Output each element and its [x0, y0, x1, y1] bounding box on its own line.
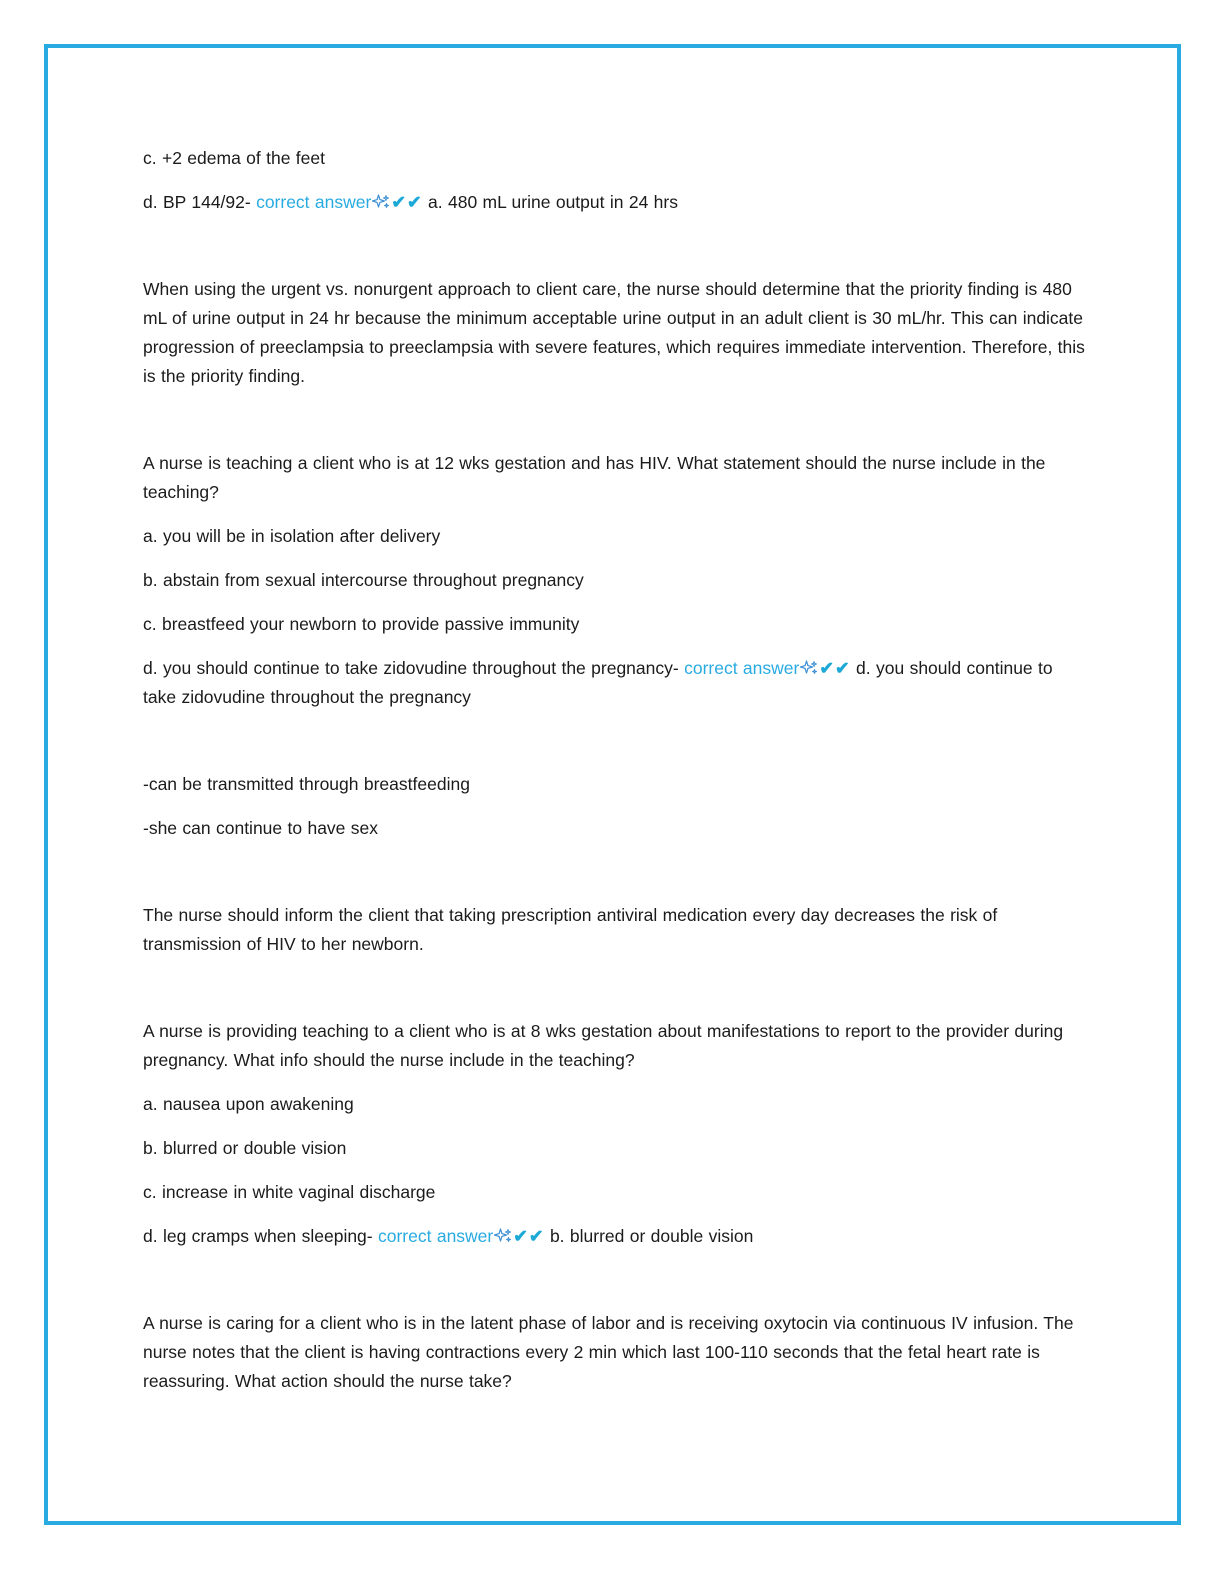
sparkle-icon — [494, 1228, 512, 1244]
text-segment: a. nausea upon awakening — [143, 1094, 354, 1114]
text-segment: b. abstain from sexual intercourse throughout pregnancy — [143, 570, 584, 590]
document-content — [48, 48, 1177, 1451]
note-line — [143, 770, 1085, 799]
answer-line — [143, 188, 1085, 217]
option-line — [143, 1090, 1085, 1119]
option-line — [143, 566, 1085, 595]
option-line — [143, 522, 1085, 551]
option-line — [143, 144, 1085, 173]
checkmarks-icon: ✔✔ — [513, 1226, 545, 1246]
question-paragraph — [143, 1309, 1085, 1396]
answer-line — [143, 654, 1085, 712]
text-segment: a. 480 mL urine output in 24 hrs — [422, 192, 678, 212]
text-segment: A nurse is teaching a client who is at 12 wks gestation and has HIV. What statement should the nurse include in the teaching? — [143, 453, 1046, 502]
text-segment: When using the urgent vs. nonurgent approach to client care, the nurse should determine that the priority finding is 480 mL of urine output in 24 hr because the minimum acceptable urine output in an adult client is 30 mL/hr. This can indicate progression of preeclampsia to preeclampsia with severe features, which requires immediate intervention. Therefore, this is the priority finding. — [143, 279, 1085, 386]
text-segment: c. increase in white vaginal discharge — [143, 1182, 436, 1202]
correct-answer-label: correct answer — [678, 658, 800, 678]
rationale-paragraph — [143, 901, 1085, 959]
text-segment: d. you should continue to take zidovudine throughout the pregnancy- — [143, 658, 679, 678]
text-segment: A nurse is providing teaching to a client who is at 8 wks gestation about manifestations to report to the provider during pregnancy. What info should the nurse include in the teaching? — [143, 1021, 1064, 1070]
rationale-paragraph — [143, 275, 1085, 391]
question-paragraph — [143, 1017, 1085, 1075]
checkmarks-icon: ✔✔ — [819, 658, 851, 678]
text-segment: d. you should continue to take zidovudine throughout the pregnancy — [143, 658, 1053, 707]
text-segment: -she can continue to have sex — [143, 818, 379, 838]
text-segment: A nurse is caring for a client who is in the latent phase of labor and is receiving oxytocin via continuous IV infusion. The nurse notes that the client is having contractions every 2 min which last 100-110 seconds that the fetal heart rate is reassuring. What action should the nurse take? — [143, 1313, 1074, 1391]
text-segment: The nurse should inform the client that taking prescription antiviral medication every day decreases the risk of transmission of HIV to her newborn. — [143, 905, 998, 954]
option-line — [143, 1178, 1085, 1207]
text-segment: d. leg cramps when sleeping- — [143, 1226, 373, 1246]
checkmarks-icon: ✔✔ — [391, 192, 423, 212]
option-line — [143, 1134, 1085, 1163]
text-segment: -can be transmitted through breastfeeding — [143, 774, 470, 794]
correct-answer-label: correct answer — [372, 1226, 494, 1246]
text-segment: b. blurred or double vision — [544, 1226, 754, 1246]
text-segment: a. you will be in isolation after delivery — [143, 526, 441, 546]
note-line — [143, 814, 1085, 843]
sparkle-icon — [372, 194, 390, 210]
text-segment: c. breastfeed your newborn to provide passive immunity — [143, 614, 580, 634]
sparkle-icon — [800, 660, 818, 676]
correct-answer-label: correct answer — [250, 192, 372, 212]
option-line — [143, 610, 1085, 639]
text-segment: c. +2 edema of the feet — [143, 148, 325, 168]
document-page-frame — [44, 44, 1181, 1525]
answer-line — [143, 1222, 1085, 1251]
text-segment: b. blurred or double vision — [143, 1138, 347, 1158]
question-paragraph — [143, 449, 1085, 507]
text-segment: d. BP 144/92- — [143, 192, 251, 212]
